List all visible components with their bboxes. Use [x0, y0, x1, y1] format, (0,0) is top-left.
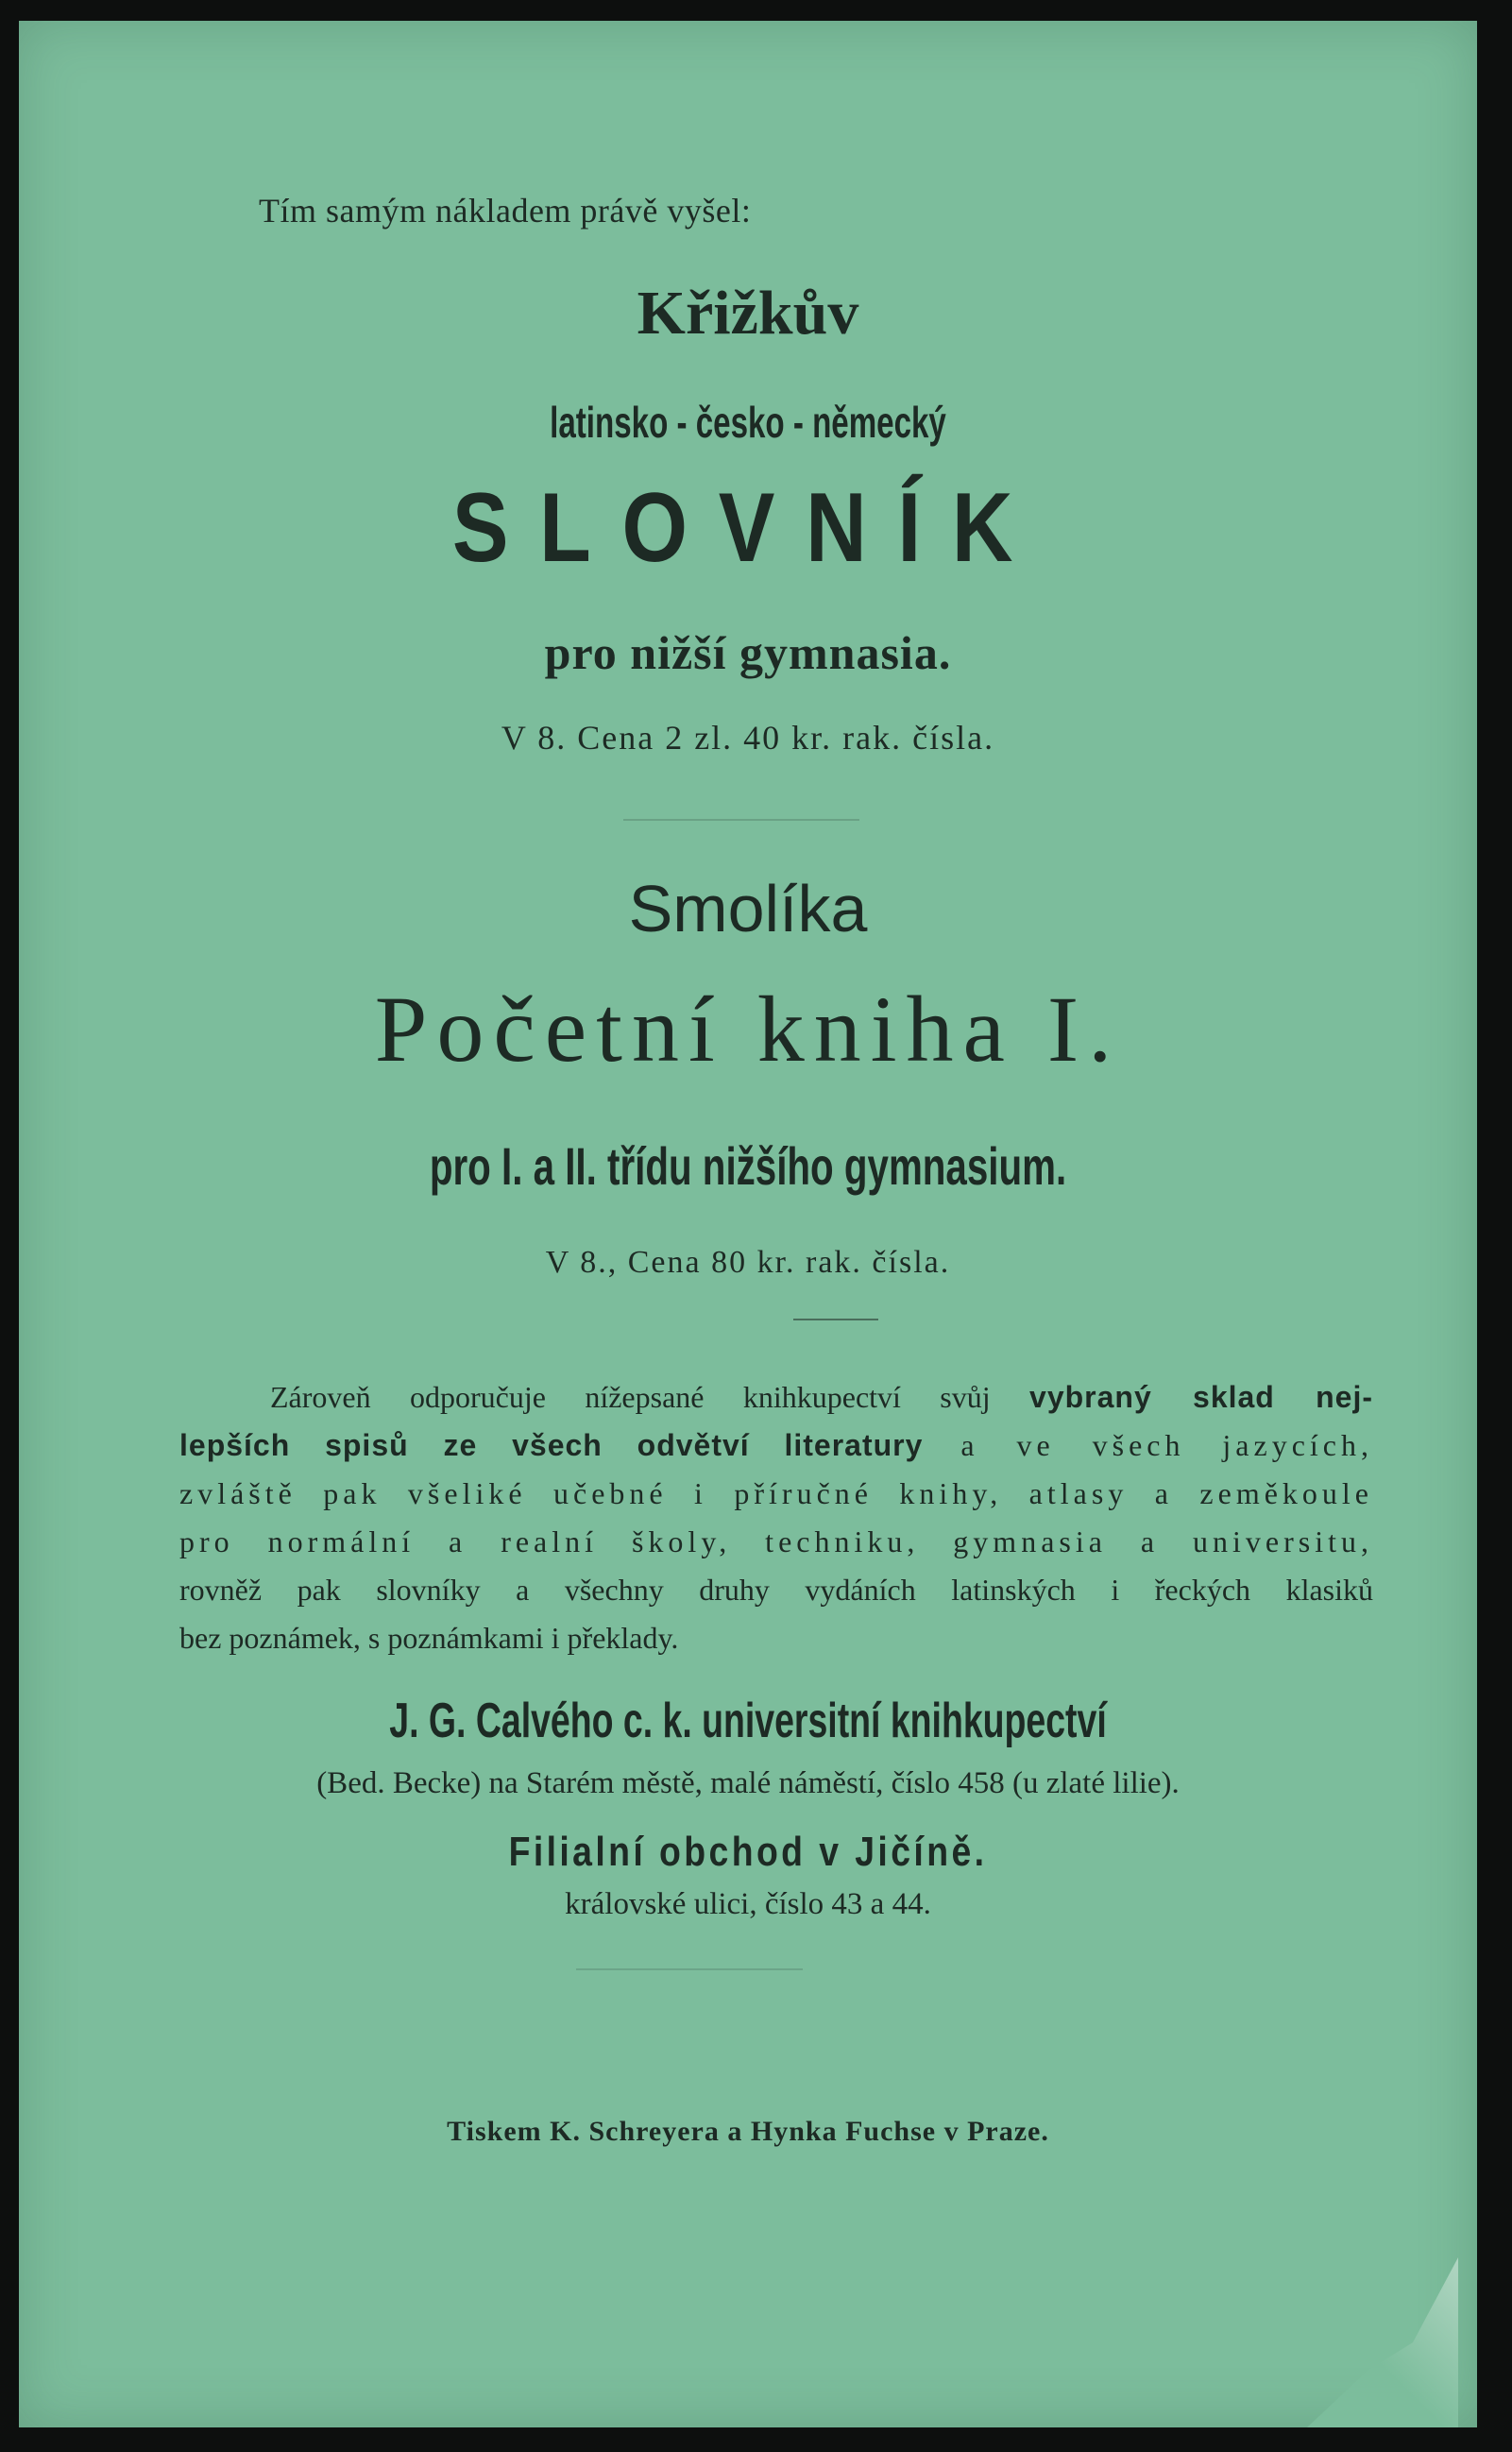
shop-address: (Bed. Becke) na Starém městě, malé náměstí, číslo 458 (u zlaté lilie). [316, 1766, 1180, 1800]
notice-line: bez poznámek, s poznámkami i překlady. [179, 1621, 679, 1655]
divider [623, 819, 859, 821]
book2-target: pro I. a II. třídu nižšího gymnasium. [429, 1136, 1067, 1196]
notice-paragraph [179, 1373, 1373, 1662]
branch-address: královské ulici, číslo 43 a 44. [565, 1887, 931, 1921]
shop-name: J. G. Calvého c. k. universitní knihkupectví [389, 1694, 1107, 1748]
divider [576, 1968, 803, 1970]
notice-line: zvláště pak všeliké učebné i příručné knihy, atlasy a zeměkoule [179, 1476, 1373, 1510]
torn-corner [1307, 2239, 1458, 2427]
book1-title: SLOVNÍK [451, 473, 1045, 583]
notice-line: rovněž pak slovníky a všechny druhy vydáních latinských i řeckých klasiků [179, 1573, 1373, 1607]
divider [793, 1319, 878, 1320]
notice-emphasis: vybraný sklad nej- [1029, 1380, 1373, 1414]
book1-price: V 8. Cena 2 zl. 40 kr. rak. čísla. [501, 719, 995, 757]
book1-target: pro nižší gymnasia. [544, 626, 952, 679]
printer-imprint: Tiskem K. Schreyera a Hynka Fuchse v Praze. [447, 2116, 1049, 2147]
branch-name: Filialní obchod v Jičíně. [508, 1829, 988, 1875]
notice-line: pro normální a realní školy, techniku, gymnasia a universitu, [179, 1524, 1373, 1558]
book1-subtitle: latinsko - česko - německý [550, 398, 946, 447]
book2-author: Smolíka [628, 872, 868, 945]
notice-emphasis: lepších spisů ze všech odvětví literatury [179, 1428, 924, 1462]
book2-price: V 8., Cena 80 kr. rak. čísla. [545, 1245, 951, 1280]
page [19, 21, 1477, 2427]
intro-text: Tím samým nákladem právě vyšel: [259, 192, 752, 230]
book1-author: Křižkův [637, 279, 859, 348]
notice-text: Zároveň odporučuje nížepsané knihkupectví svůj [270, 1380, 1030, 1414]
book2-title: Početní kniha I. [374, 977, 1122, 1081]
notice-line [179, 1373, 1373, 1422]
notice-text: a ve všech jazycích, [923, 1428, 1374, 1462]
page-edge [1499, 0, 1512, 2452]
notice-line [179, 1422, 1373, 1470]
